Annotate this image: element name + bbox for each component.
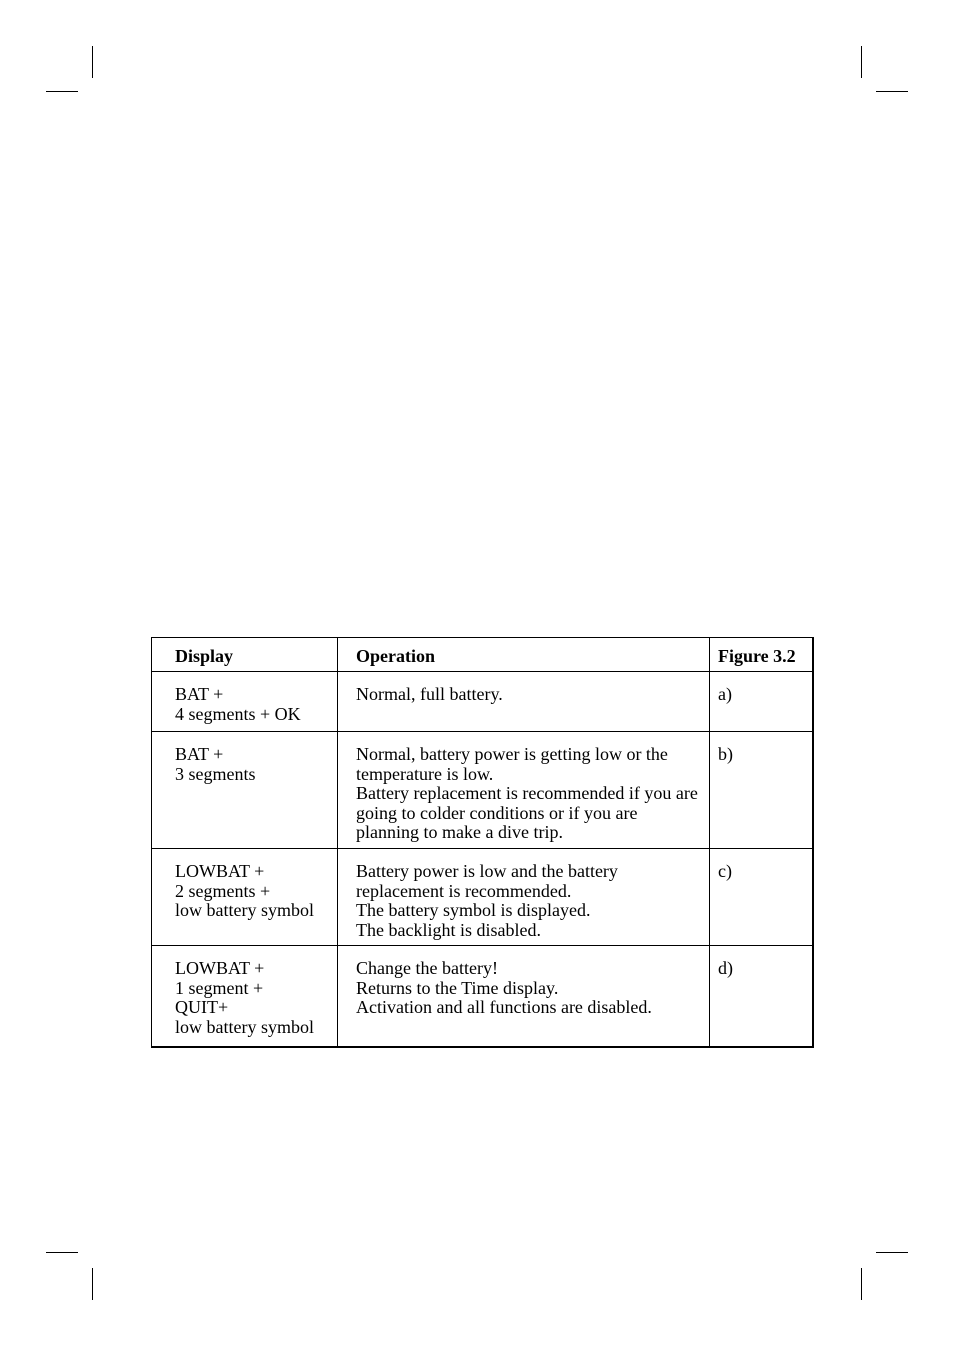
display-cell: LOWBAT + 2 segments + low battery symbol xyxy=(152,849,338,946)
crop-mark-top-left-horizontal xyxy=(46,91,78,92)
header-figure: Figure 3.2 xyxy=(710,638,813,672)
header-operation: Operation xyxy=(338,638,710,672)
crop-mark-top-right-vertical xyxy=(861,46,862,78)
operation-cell: Normal, battery power is getting low or the temperature is low. Battery replacement is recommended if you are going to colder conditions or if you are planning to make a dive trip. xyxy=(338,732,710,849)
display-cell: LOWBAT + 1 segment + QUIT+ low battery symbol xyxy=(152,946,338,1048)
table-row xyxy=(152,849,813,946)
crop-mark-top-right-horizontal xyxy=(876,91,908,92)
display-cell: BAT + 3 segments xyxy=(152,732,338,849)
crop-mark-bottom-left-horizontal xyxy=(46,1252,78,1253)
table-row xyxy=(152,946,813,1048)
display-cell: BAT + 4 segments + OK xyxy=(152,672,338,732)
crop-mark-top-left-vertical xyxy=(92,46,93,78)
figure-cell: c) xyxy=(710,849,813,946)
battery-status-table xyxy=(151,637,814,1048)
operation-cell: Battery power is low and the battery replacement is recommended. The battery symbol is displayed. The backlight is disabled. xyxy=(338,849,710,946)
table-header-row xyxy=(152,638,813,672)
figure-cell: d) xyxy=(710,946,813,1048)
operation-cell: Change the battery! Returns to the Time display. Activation and all functions are disabled. xyxy=(338,946,710,1048)
table-row xyxy=(152,732,813,849)
crop-mark-bottom-right-horizontal xyxy=(876,1252,908,1253)
figure-cell: a) xyxy=(710,672,813,732)
header-display: Display xyxy=(152,638,338,672)
figure-cell: b) xyxy=(710,732,813,849)
table-row xyxy=(152,672,813,732)
operation-cell: Normal, full battery. xyxy=(338,672,710,732)
crop-mark-bottom-left-vertical xyxy=(92,1268,93,1300)
crop-mark-bottom-right-vertical xyxy=(861,1268,862,1300)
